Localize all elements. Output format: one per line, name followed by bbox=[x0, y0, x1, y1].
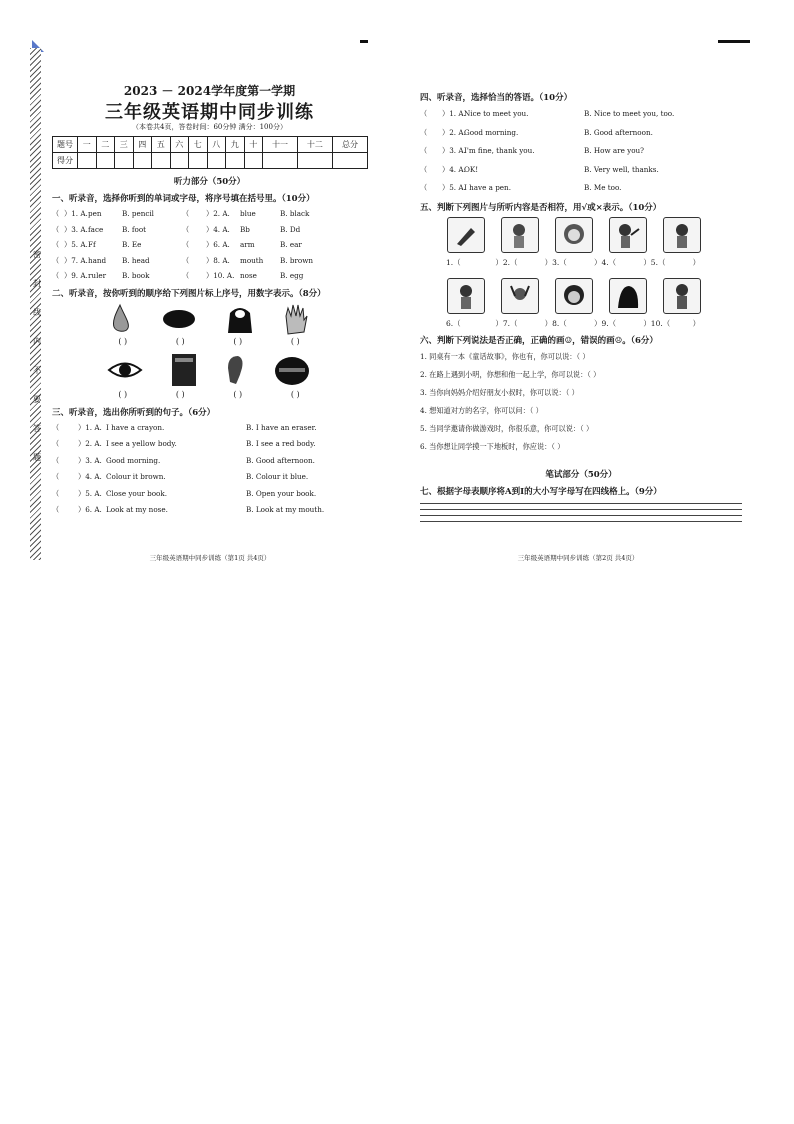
score-cell[interactable] bbox=[78, 153, 97, 169]
hand-icon bbox=[282, 302, 310, 336]
list-item: （ ）2. A. Good morning. B. Good afternoon. bbox=[420, 127, 653, 137]
list-item: 1. 同桌有一本《童话故事》，你也有，你可以说：（ ） bbox=[420, 351, 590, 361]
score-cell[interactable] bbox=[189, 153, 208, 169]
score-cell[interactable] bbox=[207, 153, 226, 169]
hat-icon bbox=[273, 353, 311, 387]
score-cell[interactable] bbox=[152, 153, 171, 169]
list-item: （ ）1. A. I have a crayon. B. I have an eraser. bbox=[52, 422, 317, 432]
picture-row bbox=[94, 301, 324, 337]
list-item: （ ）7. A. hand B. head （ ）8. A. mouth B. brown bbox=[52, 255, 313, 265]
book-icon bbox=[170, 352, 198, 388]
score-cell[interactable] bbox=[332, 153, 367, 169]
list-item: （ ）3. A. Good morning. B. Good afternoon. bbox=[52, 455, 315, 465]
exam-page-1 bbox=[52, 70, 367, 519]
picture-row bbox=[447, 215, 742, 255]
binding-text: 密 封 线 内 不 要 答 题 bbox=[33, 250, 41, 462]
section6-list bbox=[420, 348, 742, 456]
answer-blank-row: 6.（ ）7.（ ）8.（ ）9.（ ）10.（ ） bbox=[446, 318, 701, 328]
page-footer: 三年级英语期中同步训练（第2页 共4页） bbox=[517, 554, 639, 562]
list-item: 5. 当同学邀请你做游戏时，你很乐意，你可以说：（ ） bbox=[420, 423, 594, 433]
list-item: （ ）6. A. Look at my nose. B. Look at my mouth. bbox=[52, 505, 325, 514]
score-cell[interactable] bbox=[115, 153, 134, 169]
boy-icon bbox=[615, 221, 641, 249]
list-item: 2. 在路上遇到小明，你想和他一起上学，你可以说：（ ） bbox=[420, 369, 601, 379]
written-part-title: 笔试部分（50分） bbox=[545, 469, 617, 480]
scan-mark bbox=[718, 40, 750, 43]
figure-icon bbox=[615, 282, 641, 310]
list-item: 3. 当你向妈妈介绍好朋友小叔时，你可以说：（ ） bbox=[420, 387, 579, 397]
picture-row bbox=[94, 350, 324, 390]
bag-icon bbox=[225, 303, 255, 335]
girl-icon bbox=[507, 221, 533, 249]
girl-hands-up-picture bbox=[501, 278, 539, 314]
section1-list bbox=[52, 206, 367, 284]
score-cell[interactable] bbox=[244, 153, 263, 169]
list-item: （ ）5. A. Close your book. B. Open your book. bbox=[52, 488, 317, 498]
girl-face-picture bbox=[555, 278, 593, 314]
list-item: （ ）1. A. Nice to meet you. B. Nice to meet you, too. bbox=[420, 109, 675, 118]
list-item: 4. 想知道对方的名字，你可以问：（ ） bbox=[420, 405, 543, 415]
girl-with-sign-picture bbox=[501, 217, 539, 253]
list-item: （ ）9. A. ruler B. book （ ）10. A. nose B. egg bbox=[52, 271, 304, 280]
answer-blank-row: ( ) ( ) ( ) ( ) bbox=[118, 336, 300, 346]
section3-list bbox=[52, 420, 367, 519]
section5-title: 五、判断下列图片与所听内容是否相符，用√或×表示。（10分） bbox=[420, 202, 662, 213]
lips-icon bbox=[161, 307, 197, 331]
score-table: 题号 一 二 三 四 五 六 七 八 九 十 十一 十二 总分 得分 bbox=[52, 136, 368, 169]
exam-note: （本卷共4页，答卷时间：60分钟 满分：100分） bbox=[132, 123, 287, 131]
list-item: （ ）4. A. Colour it brown. B. Colour it blue. bbox=[52, 472, 309, 481]
score-cell[interactable] bbox=[96, 153, 115, 169]
boy-eat-icon bbox=[453, 282, 479, 310]
boy-eating-picture bbox=[447, 278, 485, 314]
list-item: 6. 当你想让同学摸一下地板时，你应说：（ ） bbox=[420, 441, 565, 451]
page-title: 三年级英语期中同步训练 bbox=[105, 102, 314, 123]
exam-page-2 bbox=[420, 88, 742, 527]
toothpaste-icon bbox=[453, 222, 479, 248]
listening-part-title: 听力部分（50分） bbox=[173, 177, 246, 187]
boy-waving-picture bbox=[663, 217, 701, 253]
list-item: （ ）3. A. face B. foot （ ）4. A. Bb B. Dd bbox=[52, 224, 301, 234]
girl-hands-icon bbox=[507, 282, 533, 310]
section3-title: 三、听录音，选出你所听到的句子。（6分） bbox=[52, 407, 216, 418]
score-cell[interactable] bbox=[297, 153, 332, 169]
girl-hair-icon bbox=[561, 282, 587, 310]
answer-blank-row: ( ) ( ) ( ) ( ) bbox=[118, 389, 300, 399]
boy-wave-icon bbox=[669, 221, 695, 249]
smiling-girl-picture bbox=[555, 217, 593, 253]
page-footer: 三年级英语期中同步训练（第1页 共4页） bbox=[149, 554, 271, 562]
section4-list bbox=[420, 105, 742, 198]
eye-icon bbox=[107, 359, 143, 381]
year-term: 2023 － 2024学年度第一学期 bbox=[123, 84, 296, 98]
score-cell[interactable] bbox=[263, 153, 298, 169]
section4-title: 四、听录音，选择恰当的答语。（10分） bbox=[420, 93, 573, 103]
boy-stand-icon bbox=[669, 282, 695, 310]
section6-title: 六、判断下列说法是否正确，正确的画☺，错误的画☹。（6分） bbox=[420, 335, 658, 346]
section2-title: 二、听录音，按你听到的顺序给下列图片标上序号，用数字表示。（8分） bbox=[52, 288, 326, 299]
toothpaste-picture bbox=[447, 217, 485, 253]
score-cell[interactable] bbox=[133, 153, 152, 169]
score-cell[interactable] bbox=[170, 153, 189, 169]
section1-title: 一、听录音，选择你听到的单词或字母，将序号填在括号里。（10分） bbox=[52, 194, 315, 204]
list-item: （ ）4. A. OK! B. Very well, thanks. bbox=[420, 164, 659, 174]
list-item: （ ）5. A. I have a pen. B. Me too. bbox=[420, 183, 622, 192]
girl-face-icon bbox=[561, 221, 587, 249]
list-item: （ ）1. A. pen B. pencil （ ）2. A. blue B. black bbox=[52, 209, 310, 218]
boy-standing-picture bbox=[663, 278, 701, 314]
answer-blank-row: 1.（ ）2.（ ）3.（ ）4.（ ）5.（ ） bbox=[446, 257, 701, 267]
list-item: （ ）2. A. I see a yellow body. B. I see a red body. bbox=[52, 439, 316, 448]
list-item: （ ）5. A. Ff B. Ee （ ）6. A. arm B. ear bbox=[52, 240, 302, 249]
picture-row bbox=[447, 276, 742, 316]
ear-icon bbox=[224, 354, 246, 386]
scan-mark bbox=[360, 40, 368, 43]
four-line-grid[interactable] bbox=[420, 503, 742, 524]
boy-pointing-picture bbox=[609, 217, 647, 253]
dark-figure-picture bbox=[609, 278, 647, 314]
section7-title: 七、根据字母表顺序将A到I的大小写字母写在四线格上。（9分） bbox=[420, 486, 662, 497]
nose-icon bbox=[108, 303, 134, 335]
score-cell[interactable] bbox=[226, 153, 245, 169]
list-item: （ ）3. A. I'm fine, thank you. B. How are you? bbox=[420, 146, 645, 155]
